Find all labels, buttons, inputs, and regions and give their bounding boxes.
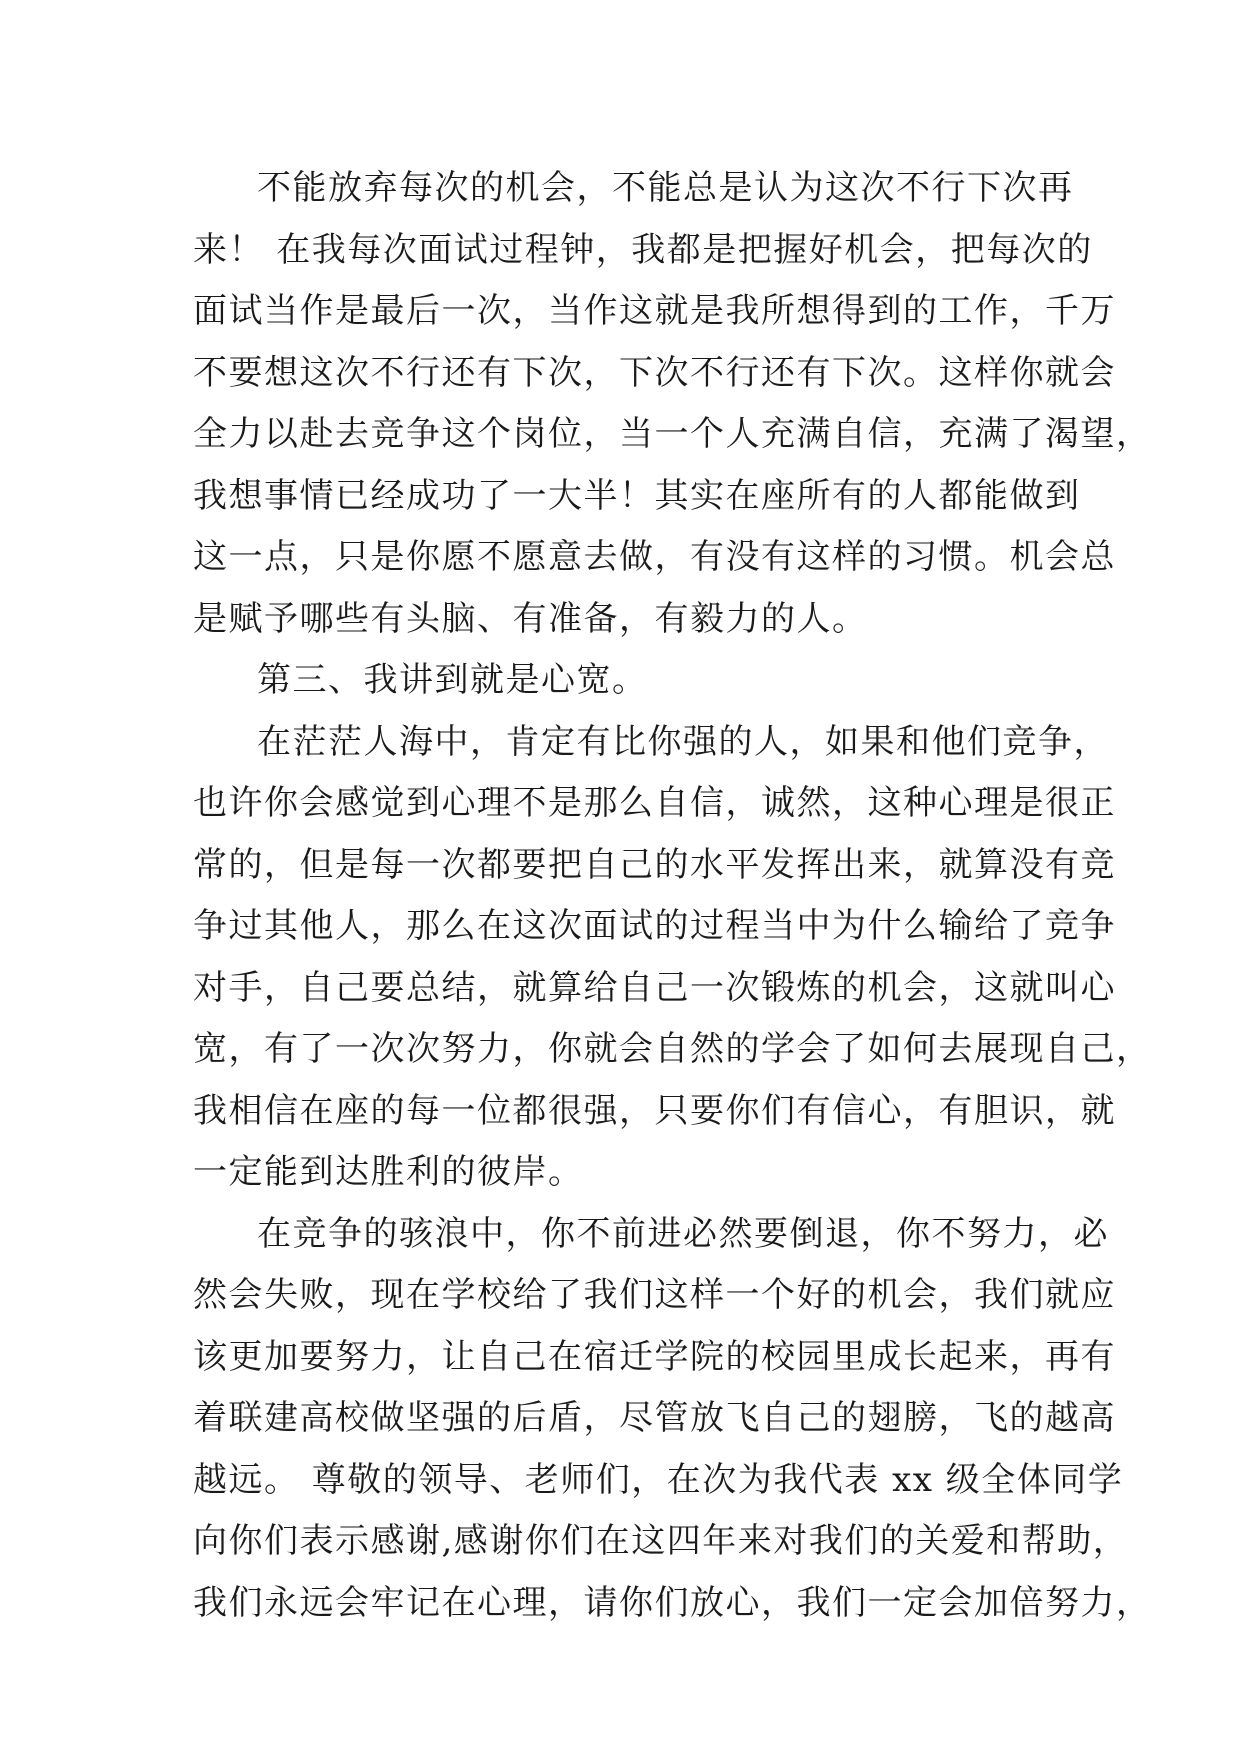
text-line: 我们永远会牢记在心理，请你们放心，我们一定会加倍努力， [193,1582,1152,1623]
text-line: 来！ 在我每次面试过程钟，我都是把握好机会，把每次的 [193,229,1093,270]
text-line: 越远。 尊敬的领导、老师们，在次为我代表 xx 级全体同学 [193,1459,1124,1500]
text-line: 不要想这次不行还有下次，下次不行还有下次。这样你就会 [193,352,1116,393]
text-line: 我想事情已经成功了一大半！其实在座所有的人都能做到 [193,475,1081,516]
text-line: 一定能到达胜利的彼岸。 [193,1152,584,1192]
text-line: 也许你会感觉到心理不是那么自信，诚然，这种心理是很正 [193,783,1116,823]
text-line: 着联建高校做坚强的后盾，尽管放飞自己的翅膀，飞的越高 [193,1398,1116,1438]
text-line: 对手，自己要总结，就算给自己一次锻炼的机会，这就叫心 [193,967,1116,1008]
text-line: 全力以赴去竞争这个岗位，当一个人充满自信，充满了渴望， [193,414,1152,454]
text-line: 我相信在座的每一位都很强，只要你们有信心，有胆识，就 [193,1090,1116,1131]
text-line: 该更加要努力，让自己在宿迁学院的校园里成长起来，再有 [193,1336,1116,1377]
section-heading: 第三、我讲到就是心宽。 [257,660,648,700]
text-line: 宽，有了一次次努力，你就会自然的学会了如何去展现自己， [193,1029,1152,1069]
text-line: 不能放弃每次的机会，不能总是认为这次不行下次再 [257,168,1074,208]
text-line: 这一点，只是你愿不愿意去做，有没有这样的习惯。机会总 [193,537,1116,577]
text-line: 在茫茫人海中，肯定有比你强的人，如果和他们竞争， [257,721,1109,762]
text-line: 争过其他人，那么在这次面试的过程当中为什么输给了竞争 [193,906,1116,946]
text-line: 面试当作是最后一次，当作这就是我所想得到的工作，千万 [193,291,1116,331]
text-line: 是赋予哪些有头脑、有准备，有毅力的人。 [193,598,868,639]
body-text [193,158,1152,1634]
text-line: 然会失败，现在学校给了我们这样一个好的机会，我们就应 [193,1275,1116,1315]
text-line: 在竞争的骇浪中，你不前进必然要倒退，你不努力，必 [257,1213,1109,1254]
text-line: 常的，但是每一次都要把自己的水平发挥出来，就算没有竞 [193,844,1116,885]
text-line: 向你们表示感谢,感谢你们在这四年来对我们的关爱和帮助， [193,1521,1129,1561]
